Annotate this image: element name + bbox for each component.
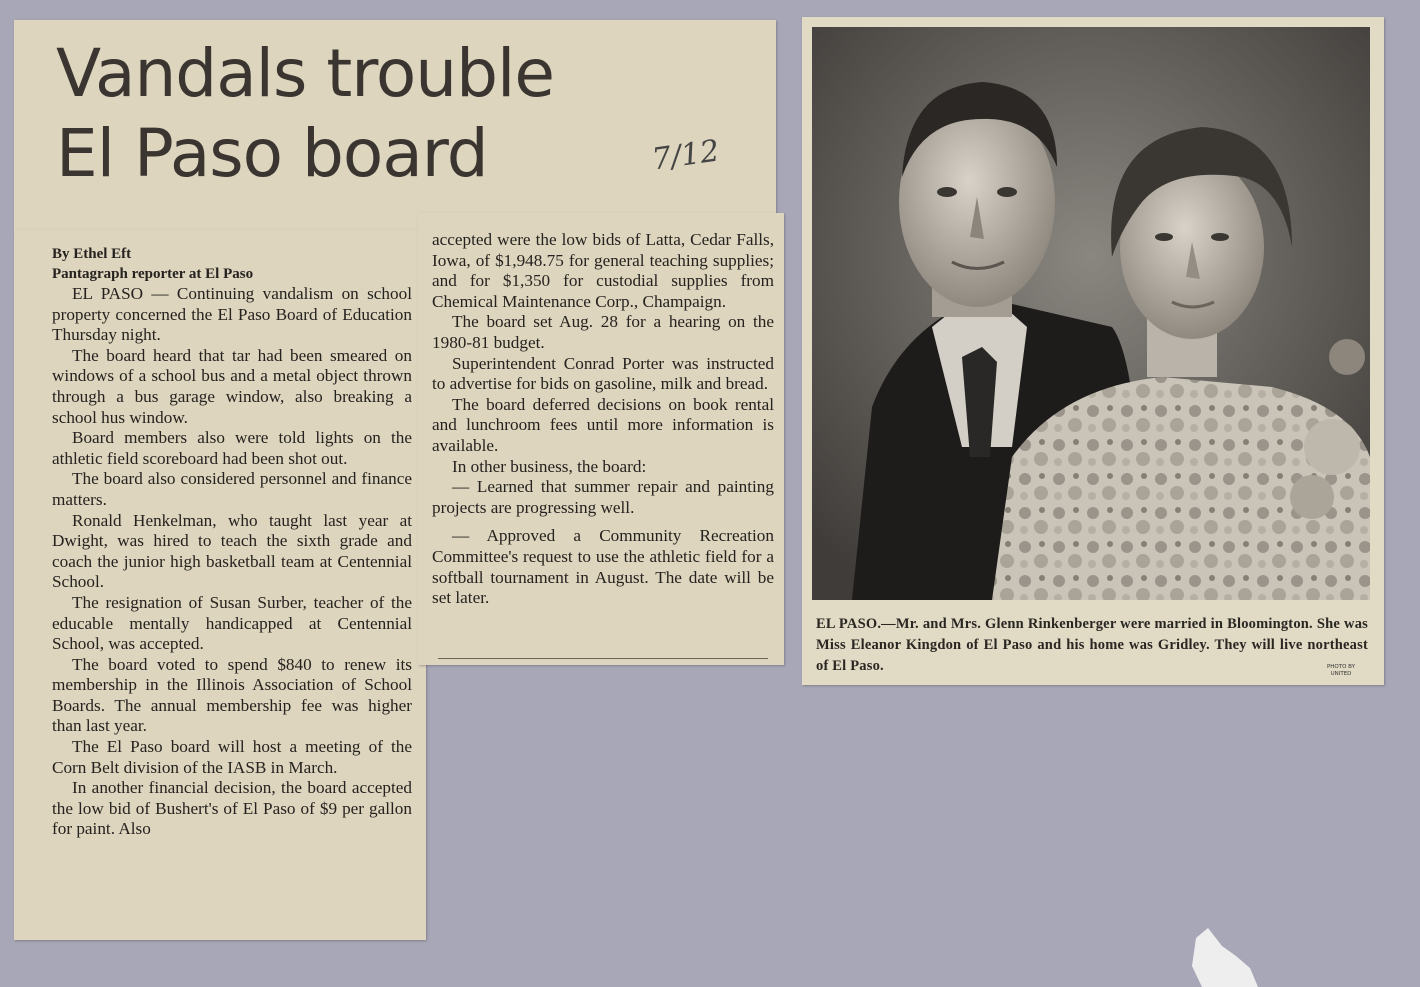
article-left-column (52, 244, 412, 840)
paper-scrap (1188, 928, 1268, 987)
reporter-line: Pantagraph reporter at El Paso (52, 266, 254, 282)
article-paragraph: The board heard that tar had been smeared on windows of a school bus and a metal object thrown through a bus garage window, also breaking a school hus window. (52, 345, 412, 427)
article-paragraph: In other business, the board: (452, 456, 647, 476)
headline-line-1: Vandals trouble (56, 35, 554, 112)
byline: By Ethel Eft (52, 246, 132, 262)
wedding-photo (812, 27, 1370, 600)
article-paragraph: In another financial decision, the board accepted the low bid of Bushert's of El Paso of $9 per gallon for paint. Also (52, 778, 412, 839)
article-paragraph: The board voted to spend $840 to renew its membership in the Illinois Association of School Boards. The annual membership fee was higher than last year. (52, 654, 412, 736)
article-paragraph: Ronald Henkelman, who taught last year at Dwight, was hired to teach the sixth grade and coach the junior high basketball team at Centennial School. (52, 510, 412, 592)
article-paragraph: — Learned that summer repair and painting projects are progressing well. (432, 477, 774, 517)
article-paragraph: EL PASO — Continuing vandalism on school property concerned the El Paso Board of Education Thursday night. (52, 284, 412, 345)
article-paragraph: Superintendent Conrad Porter was instructed to advertise for bids on gasoline, milk and bread. (432, 353, 774, 394)
headline-line-2: El Paso board (56, 115, 488, 192)
photo-caption: EL PASO.—Mr. and Mrs. Glenn Rinkenberger were married in Bloomington. She was Miss Eleanor Kingdon of El Paso and his home was Gridley. They will live northeast of El Paso. (816, 616, 1368, 674)
article-paragraph: The board deferred decisions on book rental and lunchroom fees until more information is available. (432, 394, 774, 455)
handwritten-date: 7/12 (649, 133, 722, 178)
photo-credit: PHOTO BY UNITED (1326, 664, 1356, 677)
article-headline (56, 34, 554, 194)
article-paragraph: — Approved a Community Recreation Committee's request to use the athletic field for a softball tournament in August. The date will be set later. (432, 526, 774, 608)
article-right-column (432, 230, 774, 609)
article-paragraph: The resignation of Susan Surber, teacher of the educable mentally handicapped at Centennial School, was accepted. (52, 592, 412, 654)
end-rule (438, 658, 768, 659)
article-paragraph: The board also considered personnel and finance matters. (52, 469, 412, 509)
article-paragraph: The board set Aug. 28 for a hearing on the 1980-81 budget. (432, 312, 774, 352)
article-paragraph: The El Paso board will host a meeting of the Corn Belt division of the IASB in March. (52, 737, 412, 777)
article-paragraph: Board members also were told lights on the athletic field scoreboard had been shot out. (52, 428, 412, 468)
article-paragraph: accepted were the low bids of Latta, Cedar Falls, Iowa, of $1,948.75 for general teaching supplies; and for $1,350 for custodial supplies from Chemical Maintenance Corp., Champaign. (432, 230, 774, 311)
